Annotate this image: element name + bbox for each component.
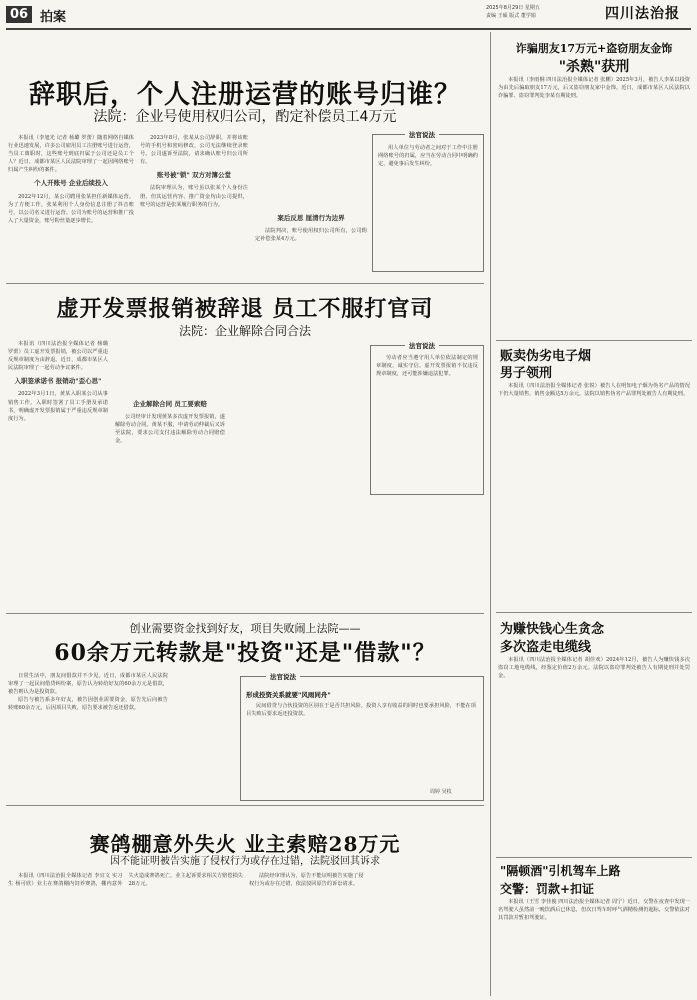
article3-intro: 日常生活中，朋友间借款并不少见。近日，成都市某区人民法院审理了一起民间借贷纠纷案，原告认为转给好友的60余万元是借款，被告则认为是投资款。 — [8, 673, 168, 696]
side3-headline2: 多次盗走电缆线 — [500, 640, 592, 655]
article3-headline: 60余万元转款是"投资"还是"借款"？ — [54, 640, 436, 666]
article1-headline: 辞职后，个人注册运营的账号归谁？ — [28, 80, 461, 110]
divider-1 — [6, 283, 484, 284]
side-divider-1 — [496, 340, 692, 341]
article2-para2: 公司经审计发现黄某多次虚开发票报销，遂解除劳动合同。黄某不服，申请劳动仲裁后又诉至法院，要求公司支付违法解除劳动合同赔偿金。 — [115, 414, 225, 445]
side2-headline: 贩卖伪劣电子烟 — [500, 349, 592, 364]
article3-para1: 原告与被告系多年好友，被告因创业需要资金，原告先后向被告转账60余万元，后因项目失败，原告要求被告返还借款。 — [8, 697, 168, 712]
issue-weekday: 星期五 — [524, 5, 540, 11]
article1-sub3: 案后反思 厘清行为边界 — [277, 214, 345, 222]
article3-col1 — [8, 672, 168, 802]
article4-body — [8, 872, 484, 996]
article2-intro: 本报讯（四川法治报全媒体记者 杨璐 罗蕾）员工虚开发票报销，被公司以严重违反规章制度为由辞退。近日，成都市某区人民法院审理了一起劳动争议案件。 — [8, 341, 108, 372]
page-number: 06 — [6, 6, 32, 23]
side-divider-3 — [496, 857, 692, 858]
article3-byline: 周婷 吴枚 — [430, 789, 452, 795]
issue-layout: 版式 董学娟 — [509, 13, 536, 19]
side1-headline: 诈骗朋友17万元+盗窃朋友金饰 — [515, 42, 673, 55]
article1-col3 — [255, 134, 367, 274]
article1-box-body: 用人单位与劳动者之间对于工作中注册网络账号的归属，应当在劳动合同中明确约定，避免事后发生纠纷。 — [378, 145, 478, 168]
article3-box-text — [246, 702, 476, 718]
article1-sub1: 个人开账号 企业后续投入 — [34, 179, 108, 188]
article3-box-sub: 形成投资关系就要"风雨同舟" — [246, 691, 331, 699]
side3-text: 本报讯（四川法治报全媒体记者 胡佳欢）2024年12月，被告人为赚快钱多次盗窃工地电缆线，经鉴定价值2万余元。法院以盗窃罪判处被告人有期徒刑并处罚金。 — [498, 657, 690, 680]
section-title: 拍案 — [40, 10, 67, 25]
article1-subhead: 法院：企业号使用权归公司，酌定补偿员工4万元 — [93, 109, 397, 125]
article1-box-title: 法官说法 — [405, 130, 439, 139]
article1-para1: 2022年12月，某公司聘用张某担任新媒体运营。为了方便工作，张某利用个人身份信息注册了抖音账号，以公司名义进行运营。公司为账号的运营和推广投入了大量资金，账号粉丝量逐步增长。 — [8, 193, 134, 224]
article2-para1: 2022年3月1日，黄某入职某公司从事销售工作。入职时签署了员工手册及承诺书，明确虚开发票报销属于严重违反规章制度行为。 — [8, 391, 108, 422]
article2-box-text — [376, 354, 478, 378]
article1-sub2: 账号被"锁" 双方对簿公堂 — [156, 171, 232, 180]
article2-subhead: 法院：企业解除合同合法 — [178, 324, 311, 338]
issue-meta — [486, 4, 606, 20]
article1-para3: 法院审理认为，账号虽以张某个人身份注册，但其运营内容、推广资金均由公司提供，账号的运营是张某履行职务的行为。 — [140, 185, 248, 208]
article3-box-title: 法官说法 — [266, 672, 300, 681]
article1-para2: 2023年8月，张某从公司辞职，并将该账号的手机号和密码修改，公司无法继续登录账号。公司遂诉至法院，请求确认账号归公司所有。 — [140, 135, 248, 166]
article2-col2 — [115, 340, 225, 500]
side2-text: 本报讯（四川法治报全媒体记者 张锐）被告人在明知电子烟为伪劣产品的情况下仍大量销售，销售金额达5万余元。法院以销售伪劣产品罪判处被告人有期徒刑。 — [498, 383, 690, 398]
masthead — [0, 0, 697, 30]
article2-headline: 虚开发票报销被辞退 员工不服打官司 — [56, 296, 434, 322]
article4-intro: 本报讯（四川法治报全媒体记者 李宜文 实习生 杨可欣）业主在赛鸽棚内饲养赛鸽，棚内意外失火造成赛鸽死亡，业主起诉要求相关方赔偿损失28万元。 — [8, 873, 243, 888]
side2-body — [498, 382, 690, 606]
side4-text: 本报讯（王雪 李佳俊 四川法治报全媒体记者 周宁）近日，交警在夜查中发现一名驾驶人虽然前一晚饮酒后已休息，但次日驾车时呼气酒精检测仍超标，交警依法对其罚款并暂扣驾驶证。 — [498, 899, 690, 922]
article1-col2 — [140, 134, 248, 274]
masthead-rule — [6, 28, 691, 30]
side-divider-2 — [496, 612, 692, 613]
side3-body — [498, 656, 690, 852]
article2-box-body: 劳动者应当遵守用人单位依法制定的规章制度，诚实守信。虚开发票报销不仅违反规章制度，还可能涉嫌违法犯罪。 — [376, 355, 478, 378]
article3-kicker: 创业需要资金找到好友，项目失败闹上法院—— — [129, 622, 361, 635]
side4-headline2: 交警：罚款+扣证 — [500, 882, 595, 896]
side4-body — [498, 898, 690, 996]
issue-editor: 责编 王硕 — [486, 13, 508, 19]
article4-para1: 法院经审理认为，原告不能证明被告实施了侵权行为或存在过错，依法驳回原告的诉讼请求。 — [249, 873, 364, 888]
column-divider — [490, 32, 491, 996]
article1-box-text — [378, 144, 478, 168]
article1-intro: 本报讯（李旭光 记者 杨璐 罗蕾）随着网络自媒体行业迅速发展，许多公司雇用员工注册账号进行运营，当员工离职时，这些账号到底归属于公司还是员工个人？近日，成都市某区人民法院审理了一起因网络账号归属产生纠纷的案件。 — [8, 135, 134, 174]
side1-headline2: "杀熟"获刑 — [558, 59, 630, 75]
divider-2 — [6, 613, 484, 614]
issue-date: 2025年8月29日 — [486, 5, 524, 11]
article3-box-body: 民间借贷与合伙投资的区别在于是否共担风险。投资人享有收益的同时也要承担风险，不能在项目失败后要求返还投资款。 — [246, 703, 476, 718]
divider-3 — [6, 805, 484, 806]
article4-subhead: 因不能证明被告实施了侵权行为或存在过错，法院驳回其诉求 — [110, 856, 380, 867]
article1-para4: 法院判决，账号使用权归公司所有，公司酌定补偿张某4万元。 — [255, 228, 367, 243]
newspaper-logo: 四川法治报 — [605, 6, 680, 22]
article4-headline: 赛鸽棚意外失火 业主索赔28万元 — [89, 832, 401, 856]
article2-sub2: 企业解除合同 员工要索赔 — [133, 400, 207, 408]
side1-body — [498, 76, 690, 334]
article2-box-title: 法官说法 — [405, 341, 439, 350]
article2-col1 — [8, 340, 108, 500]
side4-headline: "隔顿酒"引机驾车上路 — [500, 864, 621, 878]
side1-text: 本报讯（李雨桐 四川法治报全媒体记者 张鹏）2025年3月，被告人李某以投资为由先后骗取朋友17万元，后又盗窃朋友家中金饰。近日，成都市某区人民法院以诈骗罪、盗窃罪判处李某有期徒刑。 — [498, 77, 690, 100]
article2-sub1: 入职签承诺书 报销动"歪心思" — [14, 377, 102, 386]
side3-headline: 为赚快钱心生贪念 — [500, 622, 605, 637]
article1-col1 — [8, 134, 134, 274]
side2-headline2: 男子领刑 — [500, 366, 553, 381]
